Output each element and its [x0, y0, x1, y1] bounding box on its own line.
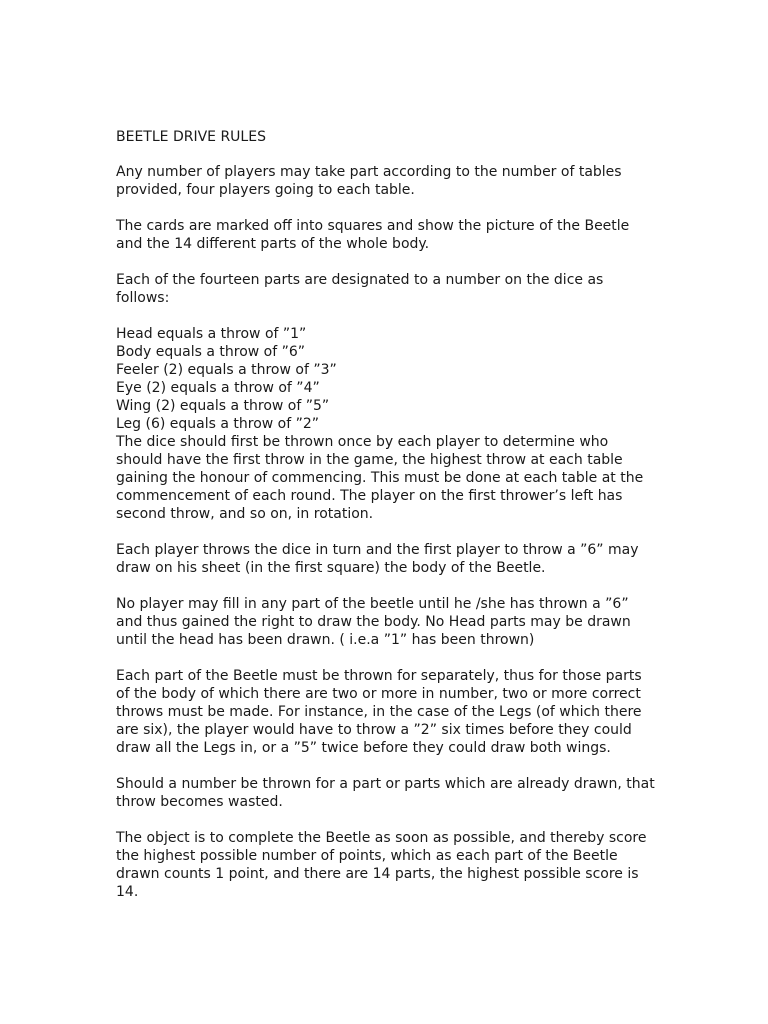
throw-item-leg: Leg (6) equals a throw of ”2” [116, 416, 320, 432]
throw-item-eye: Eye (2) equals a throw of ”4” [116, 380, 320, 396]
paragraph-designation: Each of the fourteen parts are designated to a number on the dice as follows: [116, 272, 604, 306]
throw-item-feeler: Feeler (2) equals a throw of ”3” [116, 362, 337, 378]
paragraph-object: The object is to complete the Beetle as soon as possible, and thereby score the highest possible number of points, which as each part of the Beetle drawn counts 1 point, and there are 14 parts, the highest possible score is 14. [116, 830, 647, 900]
paragraph-no-player: No player may fill in any part of the beetle until he /she has thrown a ”6” and thus gained the right to draw the body. No Head parts may be drawn until the head has been drawn. ( i.e.a ”1” has been thrown) [116, 596, 631, 648]
document-page [116, 128, 656, 919]
paragraph-intro: Any number of players may take part according to the number of tables provided, four players going to each table. [116, 164, 622, 198]
paragraph-wasted: Should a number be thrown for a part or parts which are already drawn, that throw becomes wasted. [116, 776, 655, 810]
document-title: BEETLE DRIVE RULES [116, 129, 266, 145]
paragraph-separately: Each part of the Beetle must be thrown for separately, thus for those parts of the body of which there are two or more in number, two or more correct throws must be made. For instance, in the case of the Legs (of which there are six), the player would have to throw a ”2” six times before they could draw all the Legs in, or a ”5” twice before they could draw both wings. [116, 668, 642, 756]
paragraph-turns: Each player throws the dice in turn and the first player to throw a ”6” may draw on his sheet (in the first square) the body of the Beetle. [116, 542, 639, 576]
throw-item-head: Head equals a throw of ”1” [116, 326, 307, 342]
throw-list [116, 325, 656, 433]
paragraph-cards: The cards are marked off into squares and show the picture of the Beetle and the 14 different parts of the whole body. [116, 218, 630, 252]
throw-item-wing: Wing (2) equals a throw of ”5” [116, 398, 330, 414]
throw-item-body: Body equals a throw of ”6” [116, 344, 306, 360]
paragraph-first-throw: The dice should first be thrown once by each player to determine who should have the first throw in the game, the highest throw at each table gaining the honour of commencing. This must be done at each table at the commencement of each round. The player on the first thrower’s left has second throw, and so on, in rotation. [116, 434, 644, 522]
